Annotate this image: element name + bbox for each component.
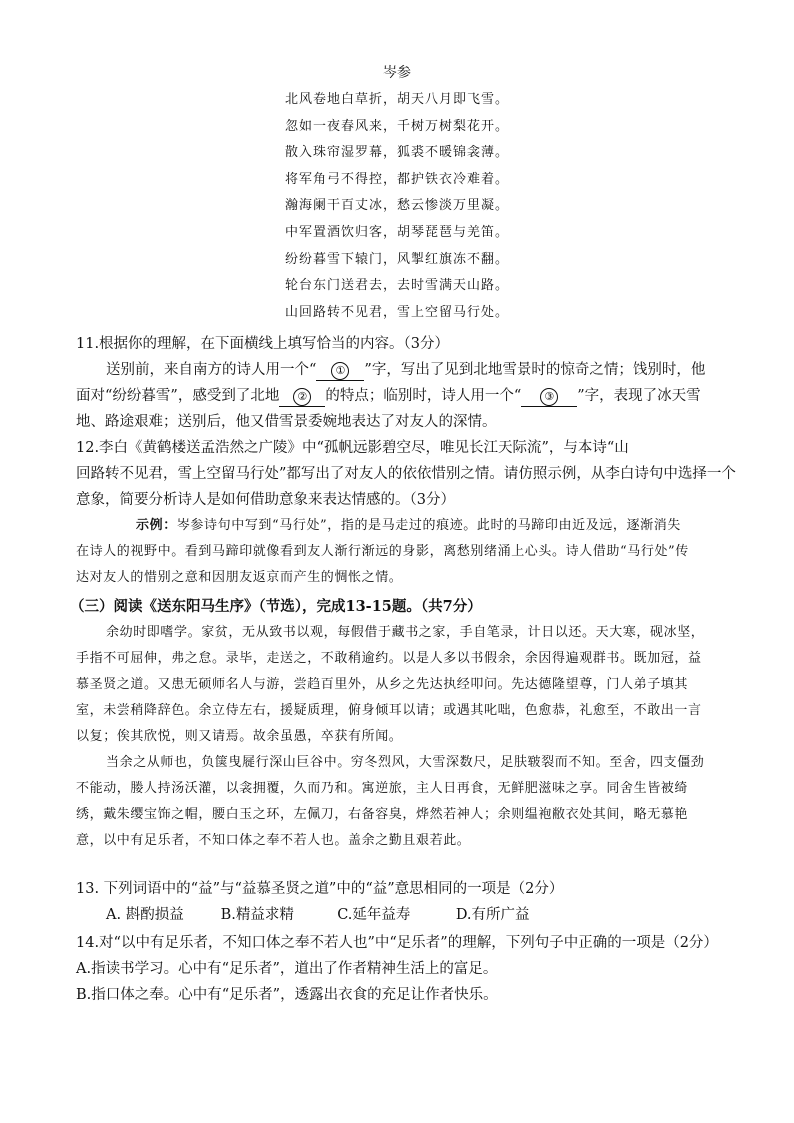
poem-body	[0, 90, 794, 329]
question-13-stem: 13. 下列词语中的“益”与“益慕圣贤之道”中的“益”意思相同的一项是（2分）	[76, 881, 564, 897]
passage-line: 慕圣贤之道。又患无硕师名人与游，尝趋百里外，从乡之先达执经叩问。先达德隆望尊，门人弟子填其	[76, 677, 689, 692]
blank-marker: ③	[540, 388, 558, 406]
blank-marker: ①	[331, 362, 349, 380]
option-c[interactable]: C.延年益寿	[337, 907, 411, 923]
section-3	[70, 596, 716, 856]
question-14	[76, 932, 716, 1010]
option-b[interactable]: B.精益求精	[220, 907, 294, 923]
blank-marker: ②	[293, 388, 311, 406]
answer-blank-2[interactable]	[279, 387, 325, 407]
example-line: 在诗人的视野中。看到马蹄印就像看到友人渐行渐远的身影，离愁别绪涌上心头。诗人借助“马行处”传	[76, 544, 689, 559]
poem-line: 纷纷暮雪下辕门，风掣红旗冻不翻。	[284, 251, 509, 267]
option-d[interactable]: D.有所广益	[455, 907, 530, 923]
example-label: 示例：	[136, 518, 177, 533]
question-11-line-2	[76, 385, 716, 411]
q11-text: 的特点；临别时，诗人用一个“	[325, 388, 522, 404]
poem-line: 散入珠帘湿罗幕，狐裘不暖锦衾薄。	[284, 145, 509, 161]
example-line	[76, 515, 716, 541]
option-a[interactable]: A.指读书学习。心中有“足乐者”，道出了作者精神生活上的富足。	[76, 961, 498, 977]
example-text: 岑参诗句中写到“马行处”，指的是马走过的痕迹。此时的马蹄印由近及远，逐渐消失	[176, 518, 681, 533]
poem-line: 瀚海阑干百丈冰，愁云惨淡万里凝。	[284, 198, 509, 214]
question-11	[76, 333, 716, 437]
question-11-stem: 11.根据你的理解，在下面横线上填写恰当的内容。（3分）	[76, 336, 450, 352]
poem-line: 中军置酒饮归客，胡琴琵琶与羌笛。	[284, 224, 509, 240]
passage-line: 室，未尝稍降辞色。余立侍左右，援疑质理，俯身倾耳以请；或遇其叱咄，色愈恭，礼愈至，不敢出一言	[76, 703, 702, 718]
poem-author: 岑参	[383, 65, 411, 81]
question-11-line-3: 地、路途艰难；送别后，他又借雪景委婉地表达了对友人的深情。	[76, 414, 497, 430]
option-a[interactable]: A. 斟酌损益	[106, 907, 184, 923]
passage-line: 绣，戴朱缨宝饰之帽，腰白玉之环，左佩刀，右备容臭，烨然若神人；余则缊袍敝衣处其间，略无慕艳	[76, 807, 689, 822]
passage-line: 不能动，媵人持汤沃灌，以衾拥覆，久而乃和。寓逆旅，主人日再食，无鲜肥滋味之享。同舍生皆被绮	[76, 781, 689, 796]
passage-line: 余幼时即嗜学。家贫，无从致书以观，每假借于藏书之家，手自笔录，计日以还。天大寒，砚冰坚，	[106, 625, 705, 640]
q11-text: ”字，写出了见到北地雪景时的惊奇之情；饯别时，他	[364, 362, 706, 378]
question-12-line: 意象，简要分析诗人是如何借助意象来表达情感的。（3分）	[76, 492, 455, 508]
passage-line: 当余之从师也，负箧曳屣行深山巨谷中。穷冬烈风，大雪深数尺，足肤皲裂而不知。至舍，四支僵劲	[106, 755, 705, 770]
example-line: 达对友人的惜别之意和因朋友返京而产生的惆怅之情。	[76, 570, 403, 585]
answer-blank-3[interactable]	[521, 387, 577, 407]
question-14-stem: 14.对“以中有足乐者，不知口体之奉不若人也”中“足乐者”的理解，下列句子中正确的一项是（2分）	[76, 935, 718, 951]
answer-blank-1[interactable]	[316, 361, 364, 381]
question-12	[76, 437, 736, 593]
poem-line: 山回路转不见君，雪上空留马行处。	[284, 304, 509, 320]
poem-line: 忽如一夜春风来，千树万树梨花开。	[284, 118, 509, 134]
q11-text: 面对“纷纷暮雪”，感受到了北地	[76, 388, 280, 404]
question-13-options	[76, 904, 716, 930]
section-heading: （三）阅读《送东阳马生序》（节选），完成13-15题。（共7分）	[70, 598, 482, 615]
poem-line: 北风卷地白草折，胡天八月即飞雪。	[284, 92, 509, 107]
question-12-line: 12.李白《黄鹤楼送孟浩然之广陵》中“孤帆远影碧空尽，唯见长江天际流”，与本诗“山	[76, 440, 629, 456]
question-13	[76, 878, 716, 930]
poem-line: 将军角弓不得控，都护铁衣冷难着。	[284, 171, 509, 187]
question-12-line: 回路转不见君，雪上空留马行处”都写出了对友人的依依惜别之情。请仿照示例，从李白诗句中选择一个	[76, 466, 736, 482]
q11-text: 送别前，来自南方的诗人用一个“	[106, 362, 317, 378]
question-11-line-1	[76, 359, 716, 385]
passage-line: 意，以中有足乐者，不知口体之奉不若人也。盖余之勤且艰若此。	[76, 833, 471, 848]
passage-line: 以复；俟其欣悦，则又请焉。故余虽愚，卒获有所闻。	[76, 729, 403, 744]
passage-line: 手指不可屈伸，弗之怠。录毕，走送之，不敢稍逾约。以是人多以书假余，余因得遍观群书。既加冠，益	[76, 651, 702, 666]
option-b[interactable]: B.指口体之奉。心中有“足乐者”，透露出衣食的充足让作者快乐。	[76, 987, 498, 1003]
q11-text: ”字，表现了冰天雪	[577, 388, 701, 404]
poem-line: 轮台东门送君去，去时雪满天山路。	[284, 278, 509, 294]
